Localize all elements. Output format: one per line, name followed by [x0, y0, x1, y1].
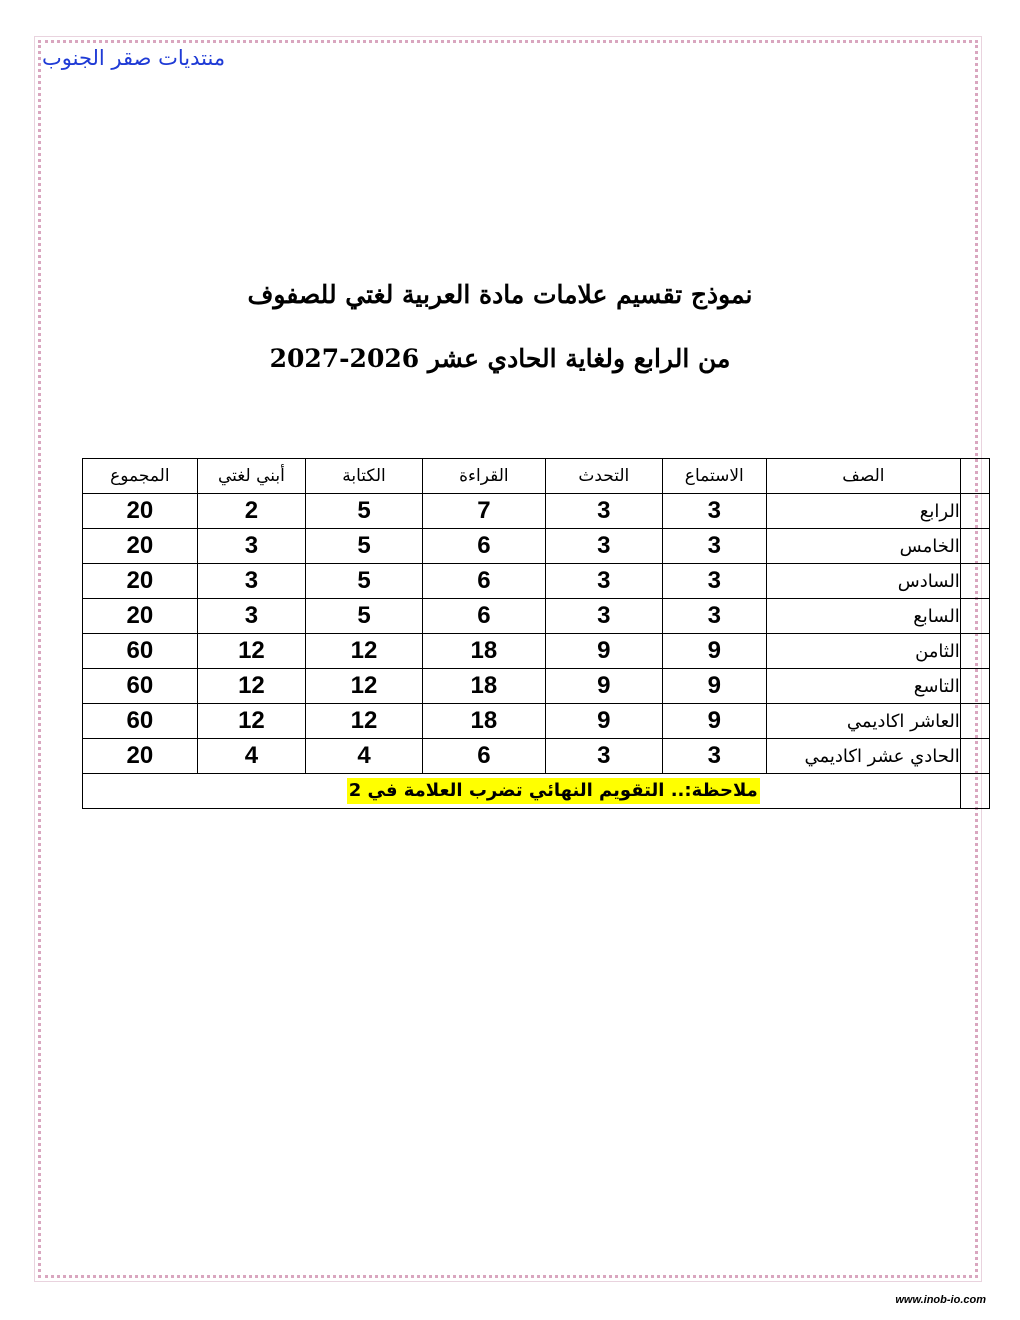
cell-grade: الرابع: [766, 494, 960, 529]
cell-reading: 6: [422, 599, 545, 634]
table-row: [83, 599, 990, 634]
header-reading: القراءة: [422, 459, 545, 494]
table-row: [83, 494, 990, 529]
header-writing: الكتابة: [306, 459, 423, 494]
row-edge-cell: [960, 494, 989, 529]
row-edge-cell: [960, 599, 989, 634]
cell-total: 60: [83, 634, 198, 669]
cell-speaking: 3: [545, 529, 662, 564]
marks-table: [82, 458, 990, 809]
cell-build-my-language: 12: [197, 704, 305, 739]
cell-reading: 6: [422, 739, 545, 774]
table-header-row: [83, 459, 990, 494]
table-row: [83, 669, 990, 704]
cell-build-my-language: 12: [197, 669, 305, 704]
table-row: [83, 739, 990, 774]
document-title: نموذج تقسيم علامات مادة العربية لغتي للصفوف: [247, 280, 753, 309]
header-listening: الاستماع: [662, 459, 766, 494]
table-row: [83, 564, 990, 599]
cell-build-my-language: 3: [197, 599, 305, 634]
header-grade: الصف: [766, 459, 960, 494]
row-edge-cell: [960, 704, 989, 739]
cell-total: 60: [83, 704, 198, 739]
cell-writing: 12: [306, 669, 423, 704]
cell-speaking: 3: [545, 494, 662, 529]
footer-site-url: www.inob-io.com: [895, 1294, 986, 1306]
cell-total: 20: [83, 529, 198, 564]
cell-total: 20: [83, 564, 198, 599]
cell-speaking: 9: [545, 634, 662, 669]
note-text: ملاحظة:.. التقويم النهائي تضرب العلامة في 2: [347, 778, 760, 804]
cell-build-my-language: 3: [197, 564, 305, 599]
cell-speaking: 3: [545, 739, 662, 774]
cell-grade: الخامس: [766, 529, 960, 564]
cell-grade: السابع: [766, 599, 960, 634]
cell-writing: 12: [306, 704, 423, 739]
row-edge-cell: [960, 459, 989, 494]
cell-speaking: 9: [545, 669, 662, 704]
cell-writing: 5: [306, 494, 423, 529]
cell-reading: 6: [422, 564, 545, 599]
row-edge-cell: [960, 739, 989, 774]
row-edge-cell: [960, 774, 989, 809]
cell-listening: 3: [662, 564, 766, 599]
table-note-row: [83, 774, 990, 809]
cell-grade: الثامن: [766, 634, 960, 669]
row-edge-cell: [960, 669, 989, 704]
cell-grade: الحادي عشر اكاديمي: [766, 739, 960, 774]
table-row: [83, 634, 990, 669]
cell-total: 60: [83, 669, 198, 704]
document-subtitle: من الرابع ولغاية الحادي عشر 2026-2027: [269, 344, 731, 373]
cell-speaking: 3: [545, 599, 662, 634]
cell-writing: 4: [306, 739, 423, 774]
note-cell: [83, 774, 961, 809]
cell-grade: التاسع: [766, 669, 960, 704]
header-build-my-language: أبني لغتي: [197, 459, 305, 494]
cell-build-my-language: 3: [197, 529, 305, 564]
cell-speaking: 9: [545, 704, 662, 739]
table-row: [83, 704, 990, 739]
cell-writing: 5: [306, 529, 423, 564]
cell-build-my-language: 4: [197, 739, 305, 774]
cell-reading: 18: [422, 634, 545, 669]
cell-total: 20: [83, 494, 198, 529]
cell-speaking: 3: [545, 564, 662, 599]
cell-reading: 18: [422, 704, 545, 739]
header-total: المجموع: [83, 459, 198, 494]
table-row: [83, 529, 990, 564]
row-edge-cell: [960, 634, 989, 669]
cell-grade: العاشر اكاديمي: [766, 704, 960, 739]
cell-build-my-language: 12: [197, 634, 305, 669]
cell-listening: 3: [662, 599, 766, 634]
cell-listening: 9: [662, 704, 766, 739]
cell-writing: 12: [306, 634, 423, 669]
cell-grade: السادس: [766, 564, 960, 599]
row-edge-cell: [960, 564, 989, 599]
cell-listening: 3: [662, 529, 766, 564]
cell-listening: 3: [662, 494, 766, 529]
cell-total: 20: [83, 599, 198, 634]
cell-listening: 9: [662, 634, 766, 669]
cell-build-my-language: 2: [197, 494, 305, 529]
cell-listening: 3: [662, 739, 766, 774]
cell-reading: 6: [422, 529, 545, 564]
header-speaking: التحدث: [545, 459, 662, 494]
cell-listening: 9: [662, 669, 766, 704]
cell-writing: 5: [306, 564, 423, 599]
row-edge-cell: [960, 529, 989, 564]
cell-writing: 5: [306, 599, 423, 634]
cell-reading: 18: [422, 669, 545, 704]
cell-total: 20: [83, 739, 198, 774]
forum-title: منتديات صقر الجنوب: [42, 46, 226, 70]
cell-reading: 7: [422, 494, 545, 529]
